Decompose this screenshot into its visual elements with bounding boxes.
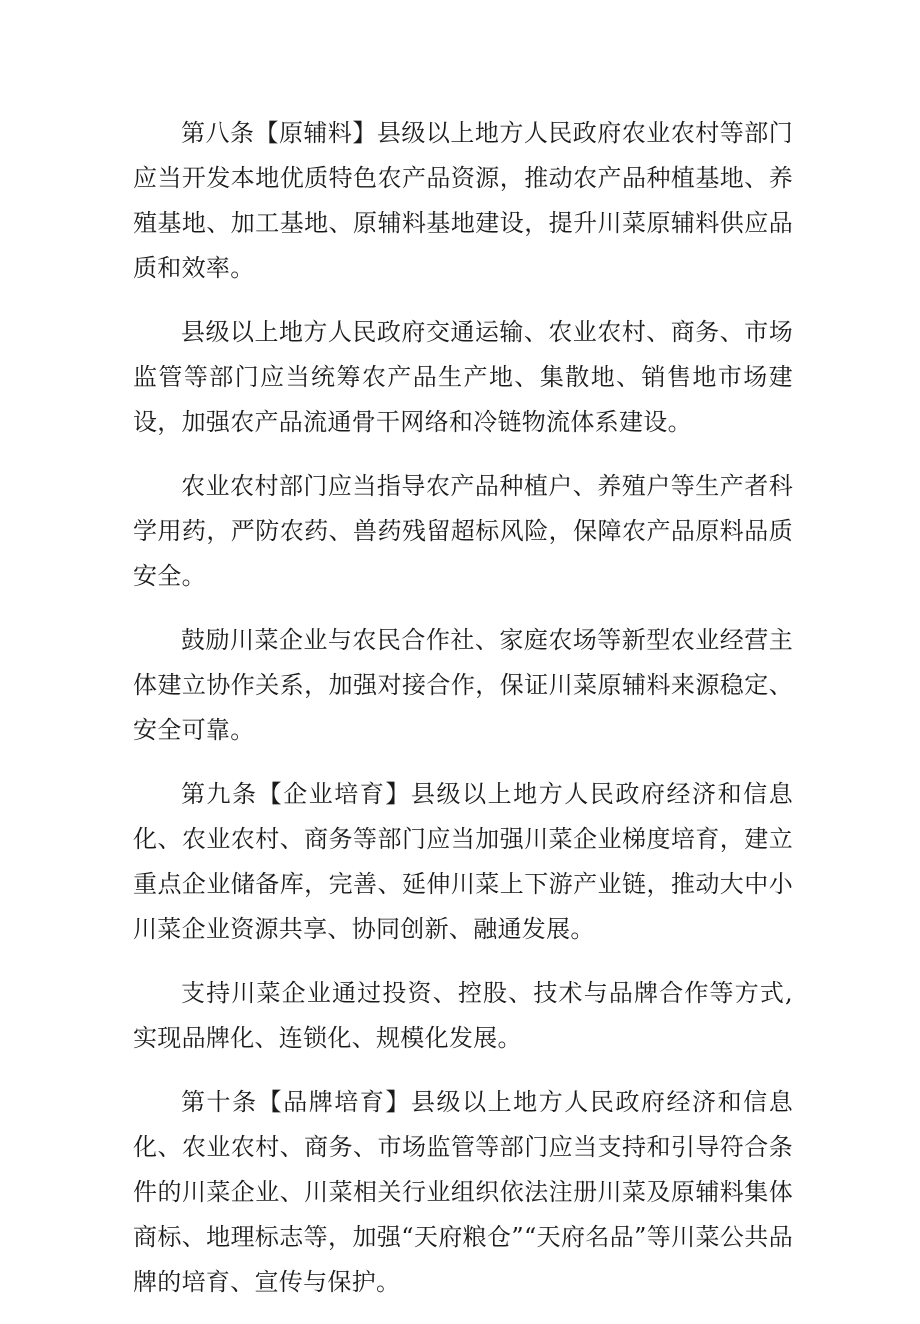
paragraph-agriculture-safety: 农业农村部门应当指导农产品种植户、养殖户等生产者科学用药，严防农药、兽药残留超标风险，保障农产品原料品质安全。 (133, 472, 793, 590)
paragraph-article-9: 第九条【企业培育】县级以上地方人民政府经济和信息化、农业农村、商务等部门应当加强川菜企业梯度培育，建立重点企业储备库，完善、延伸川菜上下游产业链，推动大中小川菜企业资源共享、协同创新、融通发展。 (133, 780, 793, 943)
paragraph-enterprise-support: 支持川菜企业通过投资、控股、技术与品牌合作等方式,实现品牌化、连锁化、规模化发展。 (133, 979, 793, 1052)
paragraph-transport-logistics: 县级以上地方人民政府交通运输、农业农村、商务、市场监管等部门应当统筹农产品生产地、集散地、销售地市场建设，加强农产品流通骨干网络和冷链物流体系建设。 (133, 318, 793, 436)
paragraph-article-8: 第八条【原辅料】县级以上地方人民政府农业农村等部门应当开发本地优质特色农产品资源，推动农产品种植基地、养殖基地、加工基地、原辅料基地建设，提升川菜原辅料供应品质和效率。 (133, 119, 793, 282)
document-body (133, 111, 793, 1324)
paragraph-article-10: 第十条【品牌培育】县级以上地方人民政府经济和信息化、农业农村、商务、市场监管等部门应当支持和引导符合条件的川菜企业、川菜相关行业组织依法注册川菜及原辅料集体商标、地理标志等，加强“天府粮仓”“天府名品”等川菜公共品牌的培育、宣传与保护。 (133, 1088, 793, 1296)
paragraph-cooperation: 鼓励川菜企业与农民合作社、家庭农场等新型农业经营主体建立协作关系，加强对接合作，保证川菜原辅料来源稳定、安全可靠。 (133, 626, 793, 744)
